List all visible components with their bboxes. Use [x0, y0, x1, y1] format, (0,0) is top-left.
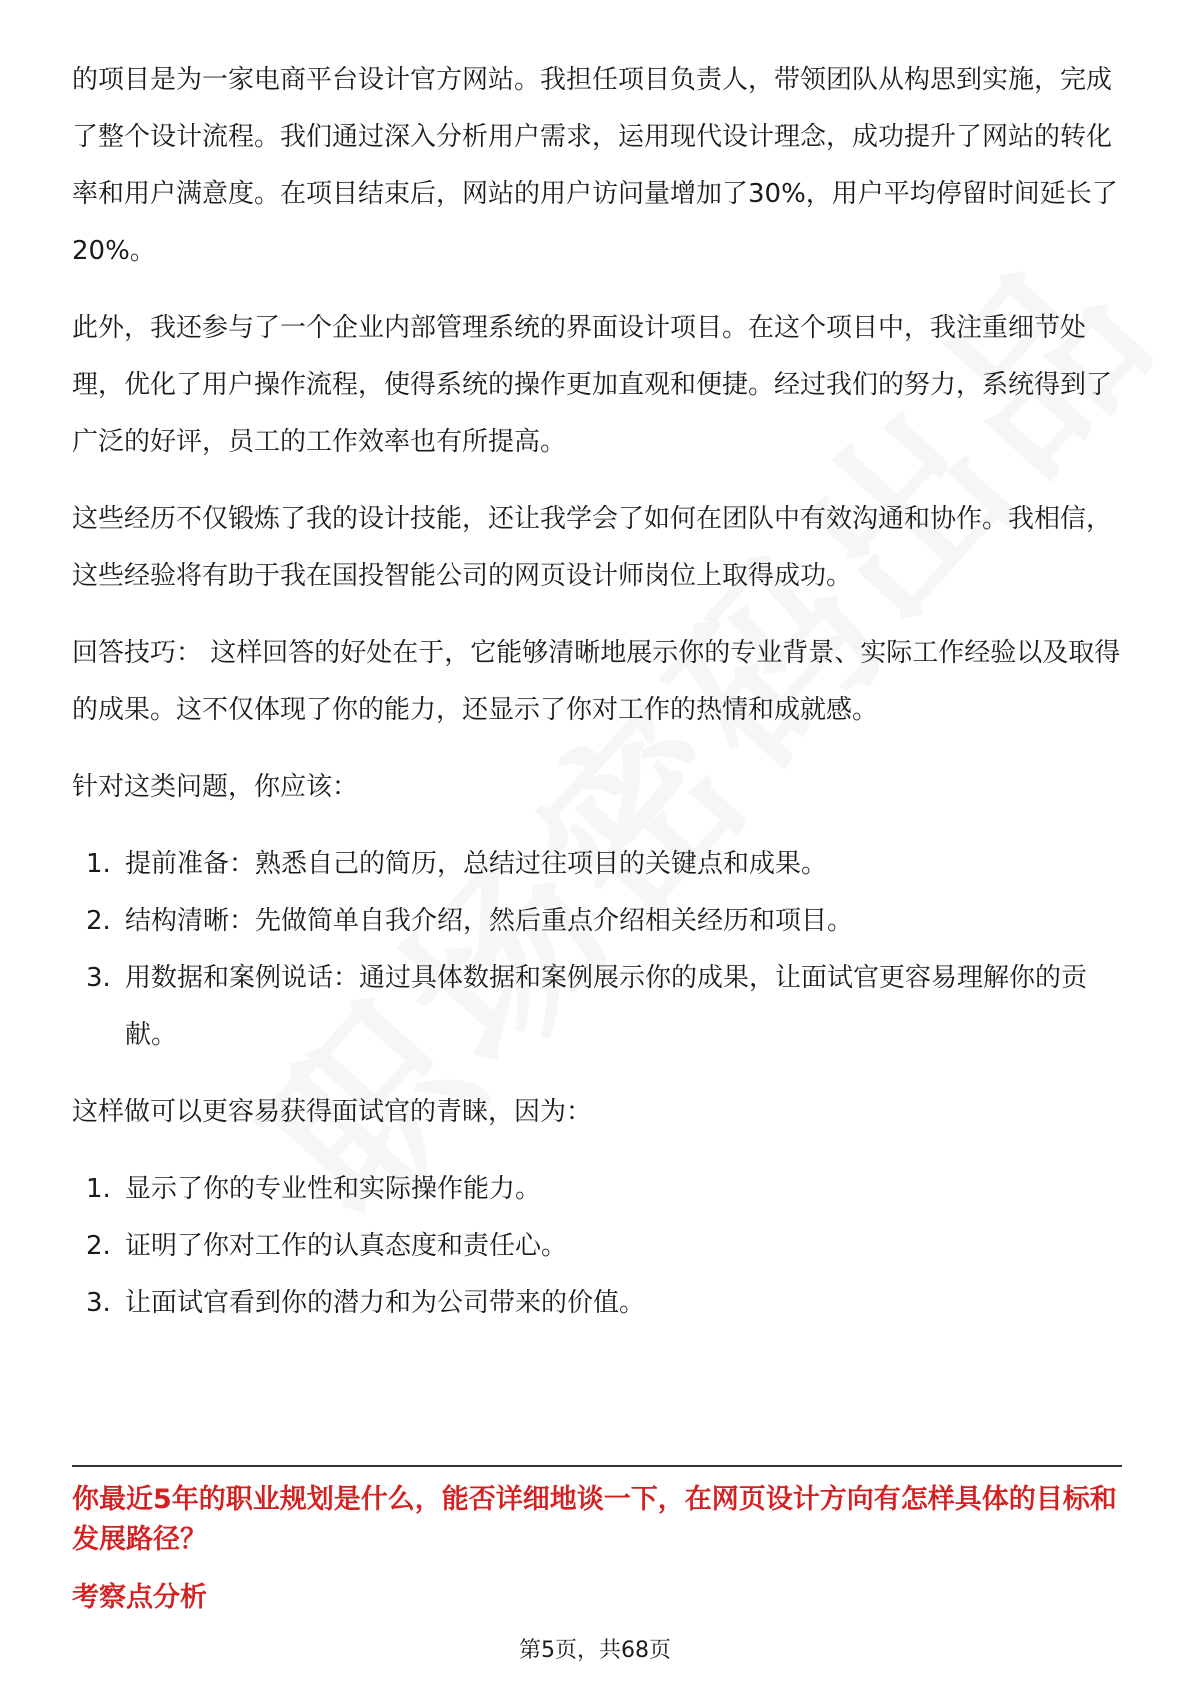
list-item [72, 836, 1122, 893]
paragraph-advice-intro: 针对这类问题，你应该： [72, 772, 359, 802]
list-number: 1. [86, 1174, 111, 1204]
list-number: 2. [86, 906, 111, 936]
list-item [72, 1218, 1122, 1275]
list-item-text: 显示了你的专业性和实际操作能力。 [125, 1174, 542, 1204]
list-item [72, 1161, 1122, 1218]
list-number: 3. [86, 963, 111, 993]
analysis-section-heading: 考察点分析 [72, 1582, 207, 1613]
interview-question-heading: 你最近5年的职业规划是什么，能否详细地谈一下，在网页设计方向有怎样具体的目标和发展路径？ [72, 1484, 1117, 1555]
section-divider [72, 1465, 1122, 1467]
list-item-text: 让面试官看到你的潜力和为公司带来的价值。 [125, 1288, 646, 1318]
paragraph-benefits-intro: 这样做可以更容易获得面试官的青睐，因为： [72, 1097, 593, 1127]
advice-list [72, 836, 1122, 1064]
list-item-text: 提前准备：熟悉自己的简历，总结过往项目的关键点和成果。 [125, 849, 828, 879]
page-number-footer: 第5页，共68页 [519, 1638, 671, 1663]
paragraph-answer-tips: 回答技巧： 这样回答的好处在于，它能够清晰地展示你的专业背景、实际工作经验以及取得的成果。这不仅体现了你的能力，还显示了你对工作的热情和成就感。 [72, 638, 1121, 725]
list-item [72, 893, 1122, 950]
paragraph-project-ecommerce: 的项目是为一家电商平台设计官方网站。我担任项目负责人，带领团队从构思到实施，完成了整个设计流程。我们通过深入分析用户需求，运用现代设计理念，成功提升了网站的转化率和用户满意度。在项目结束后，网站的用户访问量增加了30%，用户平均停留时间延长了20%。 [72, 65, 1118, 266]
benefits-list [72, 1161, 1122, 1332]
document-body [72, 52, 1122, 1352]
list-item [72, 950, 1122, 1064]
list-number: 3. [86, 1288, 111, 1318]
paragraph-experience-summary: 这些经历不仅锻炼了我的设计技能，还让我学会了如何在团队中有效沟通和协作。我相信，这些经验将有助于我在国投智能公司的网页设计师岗位上取得成功。 [72, 504, 1113, 591]
list-number: 1. [86, 849, 111, 879]
list-item-text: 结构清晰：先做简单自我介绍，然后重点介绍相关经历和项目。 [125, 906, 854, 936]
paragraph-project-internal-system: 此外，我还参与了一个企业内部管理系统的界面设计项目。在这个项目中，我注重细节处理，优化了用户操作流程，使得系统的操作更加直观和便捷。经过我们的努力，系统得到了广泛的好评，员工的工作效率也有所提高。 [72, 313, 1113, 457]
list-number: 2. [86, 1231, 111, 1261]
list-item-text: 用数据和案例说话：通过具体数据和案例展示你的成果，让面试官更容易理解你的贡献。 [125, 963, 1088, 1050]
list-item-text: 证明了你对工作的认真态度和责任心。 [125, 1231, 568, 1261]
list-item [72, 1275, 1122, 1332]
